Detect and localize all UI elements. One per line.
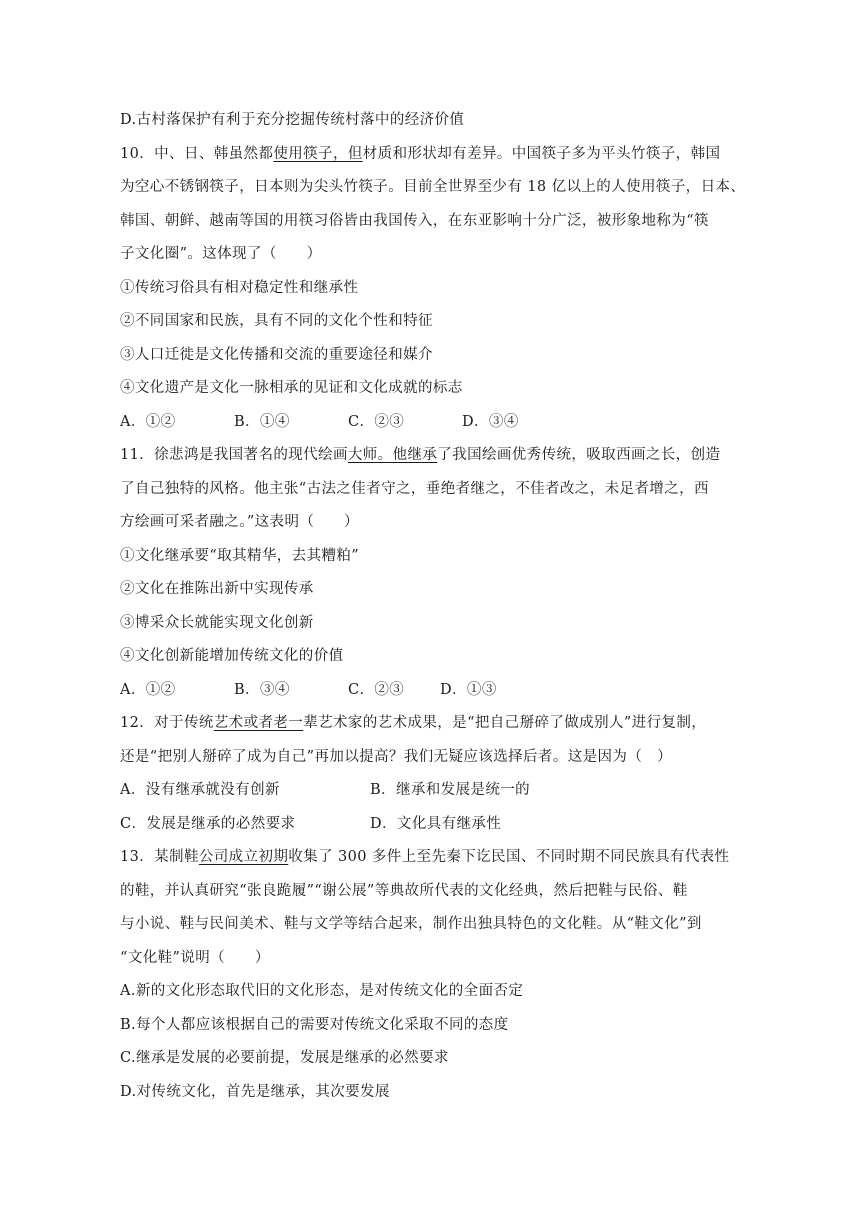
q10-stem-text: 10．中、日、韩虽然都 — [120, 145, 274, 162]
q11-stem-text: 11．徐悲鸿是我国著名的现代绘画 — [120, 447, 348, 463]
q13-stem-line-4: “文化鞋”说明（ ） — [120, 949, 270, 966]
q13-stem-text: 13．某制鞋 — [120, 849, 199, 865]
q10-option-a: A．①② — [120, 413, 176, 430]
q11-options — [120, 674, 780, 708]
q11-stem-line-1 — [120, 439, 780, 473]
q13-stem-line-2: 的鞋，并认真研究“张良跪履”“谢公展”等典故所代表的文化经典，然后把鞋与民俗、鞋 — [120, 882, 688, 899]
q10-stem-line-1 — [120, 138, 780, 172]
document-page — [120, 104, 780, 1109]
q11-underlined-text: 大师。他继承 — [347, 447, 438, 463]
q11-stem-text: 了我国绘画优秀传统，吸取西画之长，创造 — [437, 447, 721, 463]
q10-underlined-text: 使用筷子，但 — [273, 145, 363, 162]
q10-item-4: ④文化遗产是文化一脉相承的见证和文化成就的标志 — [120, 380, 463, 396]
q12-stem-text: 12．对于传统 — [120, 715, 214, 731]
q13-option-c: C.继承是发展的必要前提，发展是继承的必然要求 — [120, 1050, 449, 1066]
q13-option-b: B.每个人都应该根据自己的需要对传统文化采取不同的态度 — [120, 1016, 509, 1033]
q12-options-row-1 — [120, 774, 780, 808]
q11-stem-line-2: 了自己独特的风格。他主张“古法之佳者守之，垂绝者继之，不佳者改之，未足者增之，西 — [120, 480, 709, 497]
q10-option-d: D．③④ — [462, 413, 519, 430]
q13-stem-line-3: 与小说、鞋与民间美术、鞋与文学等结合起来，制作出独具特色的文化鞋。从“鞋文化”到 — [120, 916, 702, 932]
q10-option-b: B．①④ — [234, 413, 290, 430]
q11-item-4: ④文化创新能增加传统文化的价值 — [120, 648, 344, 664]
q12-option-b: B．继承和发展是统一的 — [370, 782, 531, 798]
q11-option-c: C．②③ — [348, 681, 405, 698]
q10-stem-text: 材质和形状却有差异。中国筷子多为平头竹筷子，韩国 — [362, 145, 721, 162]
q13-stem-line-1 — [120, 841, 780, 875]
q10-item-2: ②不同国家和民族，具有不同的文化个性和特征 — [120, 313, 433, 329]
q13-underlined-text: 公司成立初期 — [198, 849, 289, 865]
q10-options — [120, 406, 780, 440]
q10-item-1: ①传统习俗具有相对稳定性和继承性 — [120, 279, 359, 296]
q13-stem-text: 收集了 300 多件上至先秦下讫民国、不同时期不同民族具有代表性 — [288, 849, 730, 865]
q12-stem-text: 辈艺术家的艺术成果，是“把自己掰碎了做成别人”进行复制， — [303, 715, 707, 731]
q11-item-2: ②文化在推陈出新中实现传承 — [120, 581, 314, 597]
q12-options-row-2 — [120, 808, 780, 842]
q12-option-a: A．没有继承就没有创新 — [120, 782, 280, 798]
q9-option-d: D.古村落保护有利于充分挖掘传统村落中的经济价值 — [120, 112, 465, 128]
q11-stem-line-3: 方绘画可采者融之。”这表明（ ） — [120, 514, 359, 530]
q11-option-d: D．①③ — [440, 681, 497, 698]
q11-item-3: ③博采众长就能实现文化创新 — [120, 614, 314, 631]
q12-stem-line-1 — [120, 707, 780, 741]
q12-option-c: C．发展是继承的必然要求 — [120, 815, 296, 832]
q12-option-d: D．文化具有继承性 — [370, 815, 502, 832]
q11-option-b: B．③④ — [234, 681, 290, 698]
q13-option-a: A.新的文化形态取代旧的文化形态，是对传统文化的全面否定 — [120, 983, 524, 999]
q12-underlined-text: 艺术或者老一 — [213, 715, 304, 731]
q12-stem-line-2: 还是“把别人掰碎了成为自己”再加以提高？我们无疑应该选择后者。这是因为（ ） — [120, 748, 673, 765]
q13-option-d: D.对传统文化，首先是继承，其次要发展 — [120, 1083, 390, 1100]
q11-item-1: ①文化继承要“取其精华，去其糟粕” — [120, 547, 360, 564]
q10-stem-line-3: 韩国、朝鲜、越南等国的用筷习俗皆由我国传入，在东亚影响十分广泛，被形象地称为“筷 — [120, 212, 709, 229]
q10-stem-line-2: 为空心不锈钢筷子，日本则为尖头竹筷子。目前全世界至少有 18 亿以上的人使用筷子，日本、 — [120, 179, 746, 195]
q10-option-c: C．②③ — [348, 413, 405, 430]
q10-stem-line-4: 子文化圈”。这体现了（ ） — [120, 246, 322, 262]
q11-option-a: A．①② — [120, 681, 176, 698]
q10-item-3: ③人口迁徙是文化传播和交流的重要途径和媒介 — [120, 346, 433, 363]
